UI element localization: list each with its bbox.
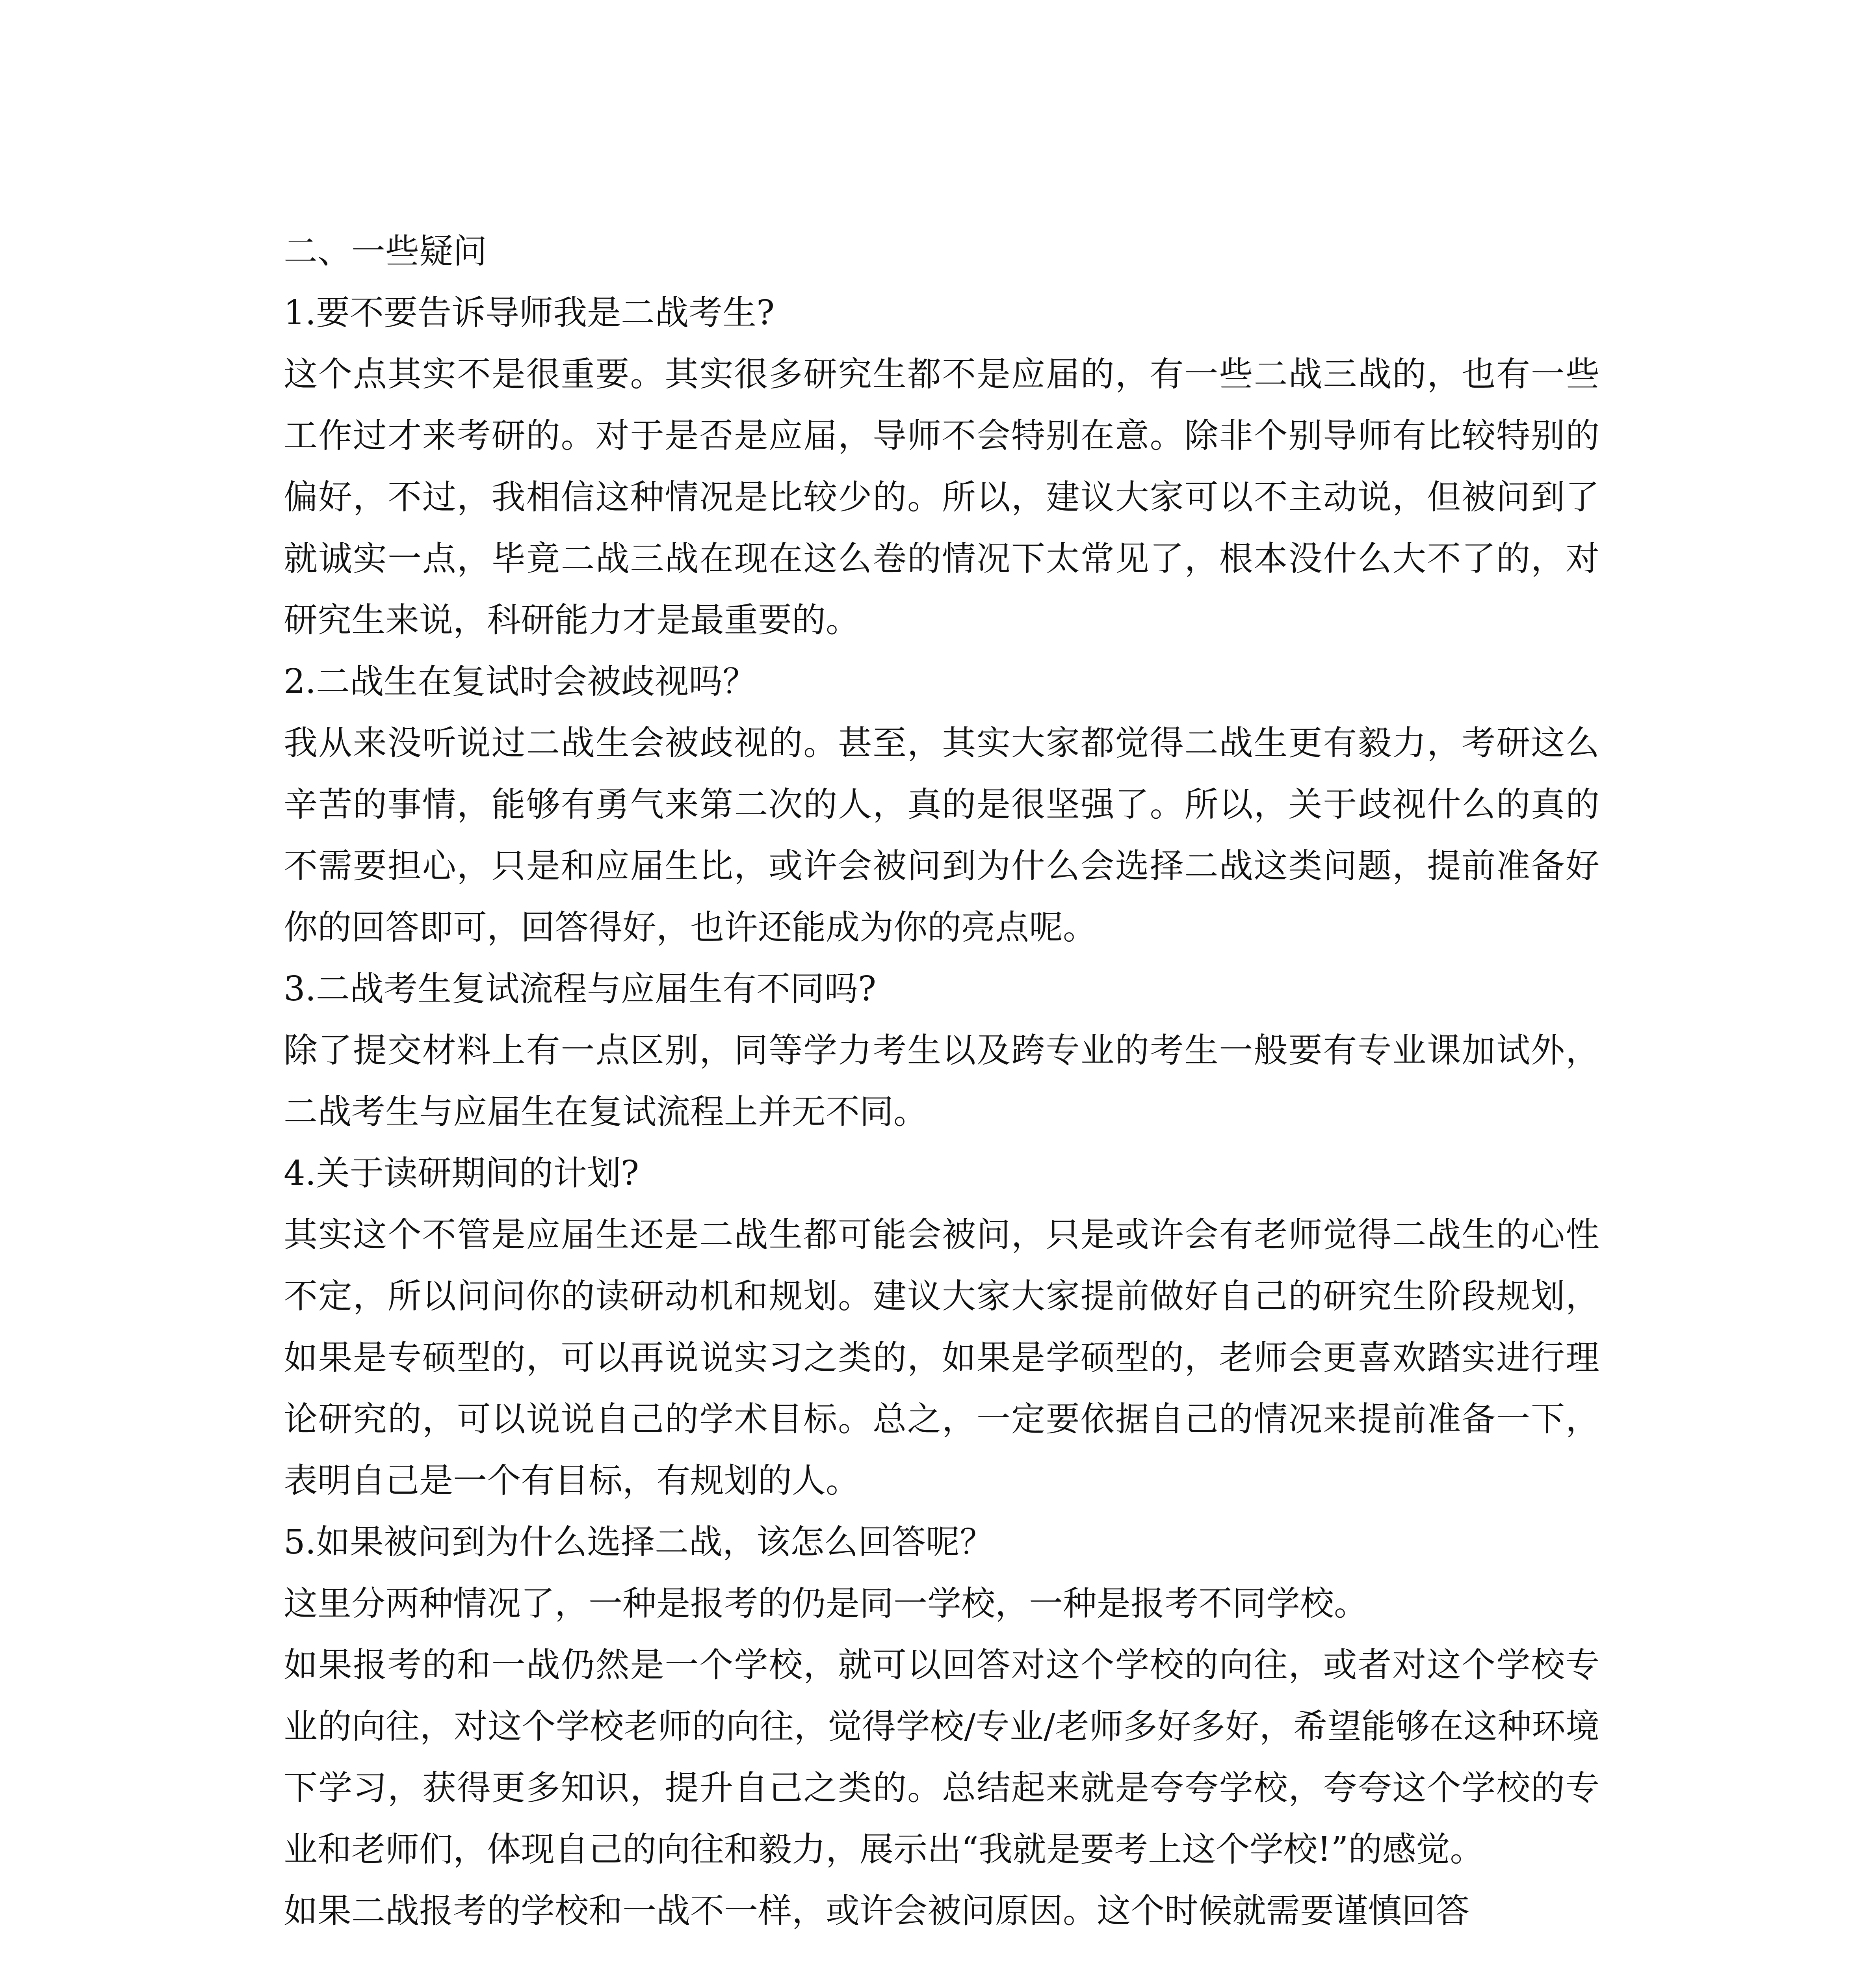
- answer-paragraph: 除了提交材料上有一点区别，同等学力考生以及跨专业的考生一般要有专业课加试外，二战考生与应届生在复试流程上并无不同。: [284, 1031, 1599, 1132]
- answer-paragraph: 这里分两种情况了，一种是报考的仍是同一学校，一种是报考不同学校。: [284, 1584, 1368, 1623]
- question-title: 5.如果被问到为什么选择二战，该怎么回答呢？: [284, 1522, 994, 1562]
- question-title: 2.二战生在复试时会被歧视吗？: [284, 662, 757, 701]
- question-title: 4.关于读研期间的计划?: [284, 1154, 639, 1193]
- document-body: [284, 221, 1599, 1942]
- answer-paragraph: 其实这个不管是应届生还是二战生都可能会被问，只是或许会有老师觉得二战生的心性不定，所以问问你的读研动机和规划。建议大家大家提前做好自己的研究生阶段规划，如果是专硕型的，可以再说说实习之类的，如果是学硕型的，老师会更喜欢踏实进行理论研究的，可以说说自己的学术目标。总之，一定要依据自己的情况来提前准备一下，表明自己是一个有目标，有规划的人。: [284, 1215, 1599, 1500]
- answer-paragraph: 如果二战报考的学校和一战不一样，或许会被问原因。这个时候就需要谨慎回答: [284, 1891, 1469, 1931]
- section-title: 二、一些疑问: [284, 232, 487, 271]
- question-title: 1.要不要告诉导师我是二战考生?: [284, 293, 775, 333]
- answer-paragraph: 我从来没听说过二战生会被歧视的。甚至，其实大家都觉得二战生更有毅力，考研这么辛苦的事情，能够有勇气来第二次的人，真的是很坚强了。所以，关于歧视什么的真的不需要担心，只是和应届生比，或许会被问到为什么会选择二战这类问题，提前准备好你的回答即可，回答得好，也许还能成为你的亮点呢。: [284, 723, 1599, 947]
- answer-paragraph: 这个点其实不是很重要。其实很多研究生都不是应届的，有一些二战三战的，也有一些工作过才来考研的。对于是否是应届，导师不会特别在意。除非个别导师有比较特别的偏好，不过，我相信这种情况是比较少的。所以，建议大家可以不主动说，但被问到了就诚实一点，毕竟二战三战在现在这么卷的情况下太常见了，根本没什么大不了的，对研究生来说，科研能力才是最重要的。: [284, 355, 1599, 640]
- answer-paragraph: 如果报考的和一战仍然是一个学校，就可以回答对这个学校的向往，或者对这个学校专业的向往，对这个学校老师的向往，觉得学校/专业/老师多好多好，希望能够在这种环境下学习，获得更多知识，提升自己之类的。总结起来就是夸夸学校，夸夸这个学校的专业和老师们，体现自己的向往和毅力，展示出“我就是要考上这个学校!”的感觉。: [284, 1645, 1599, 1869]
- question-title: 3.二战考生复试流程与应届生有不同吗?: [284, 969, 877, 1009]
